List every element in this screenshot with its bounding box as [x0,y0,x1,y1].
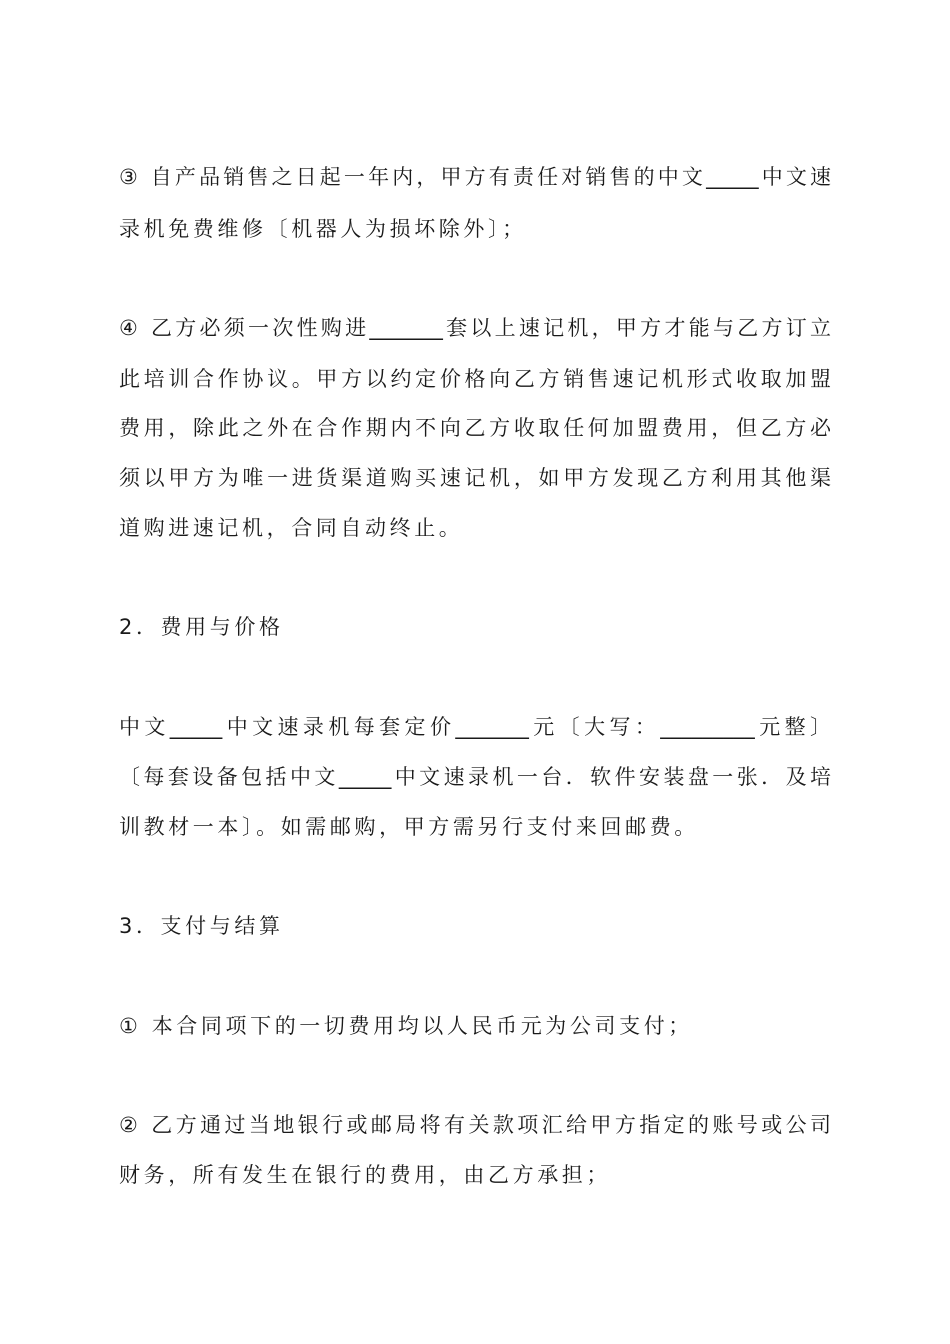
section-heading-payment: 3．支付与结算 [119,914,284,938]
paragraph-item-4-line-4: 须以甲方为唯一进货渠道购买速记机，如甲方发现乙方利用其他渠 [119,466,831,490]
pricing-line-1: 中文_____中文速录机每套定价_______元〔大写：_________元整〕 [119,715,831,739]
paragraph-item-3-line-1: ③ 自产品销售之日起一年内，甲方有责任对销售的中文_____中文速 [119,165,831,189]
paragraph-item-4-line-5: 道购进速记机，合同自动终止。 [119,516,464,540]
pricing-line-2: 〔每套设备包括中文_____中文速录机一台．软件安装盘一张．及培 [119,765,831,789]
paragraph-item-4-line-2: 此培训合作协议。甲方以约定价格向乙方销售速记机形式收取加盟 [119,367,831,391]
paragraph-item-3-line-2: 录机免费维修〔机器人为损坏除外〕； [119,217,527,241]
payment-item-1: ① 本合同项下的一切费用均以人民币元为公司支付； [119,1014,693,1038]
pricing-line-3: 训教材一本〕。如需邮购，甲方需另行支付来回邮费。 [119,815,699,839]
payment-item-2-line-1: ② 乙方通过当地银行或邮局将有关款项汇给甲方指定的账号或公司 [119,1113,831,1137]
paragraph-item-4-line-1: ④ 乙方必须一次性购进_______套以上速记机，甲方才能与乙方订立 [119,316,831,340]
payment-item-2-line-2: 财务，所有发生在银行的费用，由乙方承担； [119,1163,611,1187]
paragraph-item-4-line-3: 费用，除此之外在合作期内不向乙方收取任何加盟费用，但乙方必 [119,416,831,440]
section-heading-fees: 2．费用与价格 [119,615,284,639]
